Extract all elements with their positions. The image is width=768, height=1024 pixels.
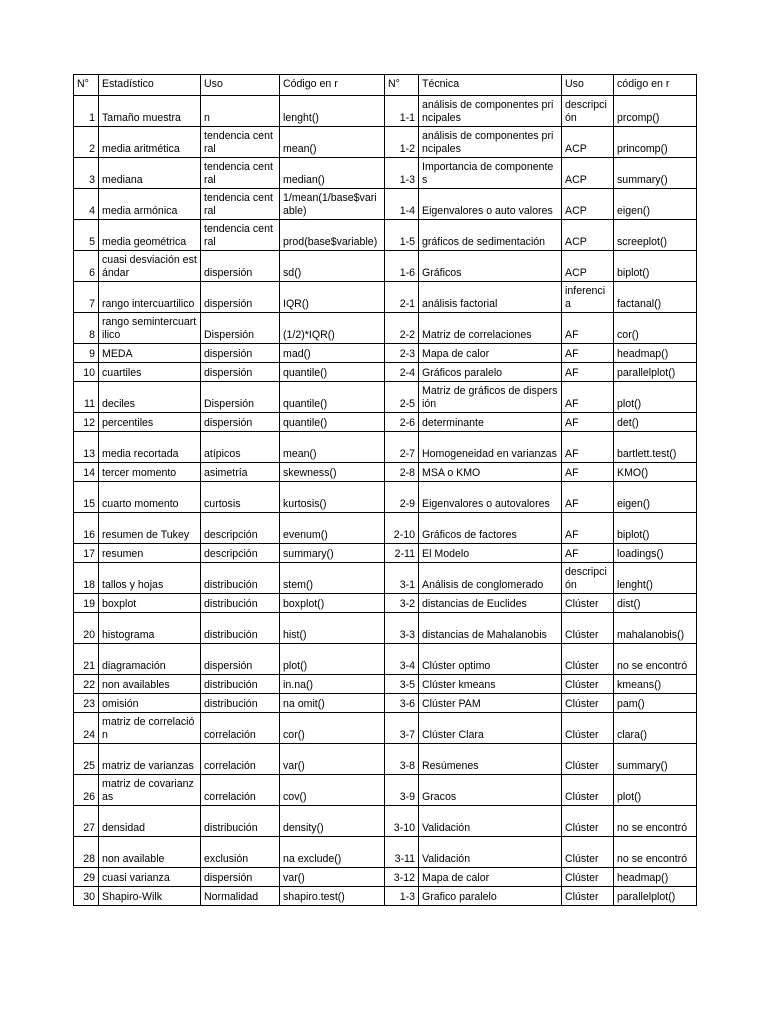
- table-cell: 18: [74, 563, 99, 594]
- table-row: [74, 96, 697, 127]
- table-cell: 10: [74, 363, 99, 382]
- table-row: [74, 868, 697, 887]
- table-row: [74, 775, 697, 806]
- table-cell: headmap(): [614, 344, 697, 363]
- table-row: [74, 482, 697, 513]
- table-cell: clara(): [614, 713, 697, 744]
- table-cell: hist(): [280, 613, 385, 644]
- table-cell: ACP: [562, 158, 614, 189]
- header-cell: Estadístico: [99, 75, 201, 96]
- table-cell: cor(): [280, 713, 385, 744]
- table-cell: skewness(): [280, 463, 385, 482]
- table-cell: Gráficos de factores: [419, 513, 562, 544]
- table-cell: Shapiro-Wilk: [99, 887, 201, 906]
- table-row: [74, 544, 697, 563]
- table-cell: 15: [74, 482, 99, 513]
- table-cell: density(): [280, 806, 385, 837]
- table-cell: 30: [74, 887, 99, 906]
- table-cell: cov(): [280, 775, 385, 806]
- table-cell: análisis de componentes principales: [419, 127, 562, 158]
- table-cell: AF: [562, 432, 614, 463]
- table-cell: distancias de Mahalanobis: [419, 613, 562, 644]
- table-cell: tendencia central: [201, 158, 280, 189]
- table-cell: descripción: [562, 96, 614, 127]
- table-cell: ACP: [562, 251, 614, 282]
- table-cell: dispersión: [201, 344, 280, 363]
- table-cell: tallos y hojas: [99, 563, 201, 594]
- table-cell: 3-8: [385, 744, 419, 775]
- table-row: [74, 675, 697, 694]
- table-cell: 3-7: [385, 713, 419, 744]
- table-cell: El Modelo: [419, 544, 562, 563]
- table-cell: matriz de covarianzas: [99, 775, 201, 806]
- table-cell: descripción: [201, 513, 280, 544]
- table-cell: Clúster: [562, 675, 614, 694]
- table-cell: 3-10: [385, 806, 419, 837]
- table-row: [74, 344, 697, 363]
- table-cell: descripción: [562, 563, 614, 594]
- table-cell: 1-3: [385, 887, 419, 906]
- table-cell: dispersión: [201, 413, 280, 432]
- table-cell: eigen(): [614, 189, 697, 220]
- table-cell: quantile(): [280, 363, 385, 382]
- table-cell: 3: [74, 158, 99, 189]
- table-cell: bartlett.test(): [614, 432, 697, 463]
- table-cell: exclusión: [201, 837, 280, 868]
- table-cell: distribución: [201, 694, 280, 713]
- table-cell: atípicos: [201, 432, 280, 463]
- table-row: [74, 158, 697, 189]
- table-cell: Clúster: [562, 594, 614, 613]
- table-cell: matriz de correlación: [99, 713, 201, 744]
- table-cell: lenght(): [614, 563, 697, 594]
- table-row: [74, 463, 697, 482]
- table-cell: Grafico paralelo: [419, 887, 562, 906]
- table-cell: mahalanobis(): [614, 613, 697, 644]
- table-cell: Clúster Clara: [419, 713, 562, 744]
- table-cell: 7: [74, 282, 99, 313]
- table-cell: Clúster: [562, 694, 614, 713]
- table-cell: 28: [74, 837, 99, 868]
- table-cell: rango intercuartilico: [99, 282, 201, 313]
- table-cell: 2-9: [385, 482, 419, 513]
- table-cell: AF: [562, 363, 614, 382]
- table-cell: 2: [74, 127, 99, 158]
- table-cell: 3-1: [385, 563, 419, 594]
- table-row: [74, 887, 697, 906]
- table-cell: 5: [74, 220, 99, 251]
- table-cell: 4: [74, 189, 99, 220]
- statistics-table: [73, 74, 697, 906]
- table-cell: Clúster: [562, 806, 614, 837]
- table-cell: 3-6: [385, 694, 419, 713]
- table-cell: 12: [74, 413, 99, 432]
- table-cell: na exclude(): [280, 837, 385, 868]
- table-cell: omisión: [99, 694, 201, 713]
- table-cell: determinante: [419, 413, 562, 432]
- table-cell: Resúmenes: [419, 744, 562, 775]
- table-cell: 3-4: [385, 644, 419, 675]
- table-cell: 6: [74, 251, 99, 282]
- table-cell: summary(): [614, 744, 697, 775]
- table-cell: distribución: [201, 675, 280, 694]
- table-cell: 1/mean(1/base$variable): [280, 189, 385, 220]
- table-cell: Validación: [419, 806, 562, 837]
- table-cell: 3-9: [385, 775, 419, 806]
- table-cell: 1-6: [385, 251, 419, 282]
- table-cell: gráficos de sedimentación: [419, 220, 562, 251]
- table-cell: ACP: [562, 127, 614, 158]
- table-cell: stem(): [280, 563, 385, 594]
- table-cell: var(): [280, 868, 385, 887]
- table-row: [74, 432, 697, 463]
- table-cell: mean(): [280, 432, 385, 463]
- table-cell: diagramación: [99, 644, 201, 675]
- table-cell: MEDA: [99, 344, 201, 363]
- table-cell: densidad: [99, 806, 201, 837]
- table-cell: 1-2: [385, 127, 419, 158]
- table-cell: Clúster: [562, 744, 614, 775]
- table-cell: quantile(): [280, 382, 385, 413]
- table-cell: no se encontró: [614, 837, 697, 868]
- header-cell: Código en r: [280, 75, 385, 96]
- table-cell: cor(): [614, 313, 697, 344]
- table-cell: AF: [562, 463, 614, 482]
- table-cell: dispersión: [201, 282, 280, 313]
- table-cell: AF: [562, 413, 614, 432]
- table-cell: var(): [280, 744, 385, 775]
- table-cell: Matriz de correlaciones: [419, 313, 562, 344]
- table-cell: pam(): [614, 694, 697, 713]
- table-cell: cuasi varianza: [99, 868, 201, 887]
- table-cell: kmeans(): [614, 675, 697, 694]
- header-cell: Uso: [562, 75, 614, 96]
- table-cell: Gráficos paralelo: [419, 363, 562, 382]
- table-cell: Importancia de componentes: [419, 158, 562, 189]
- table-cell: media aritmética: [99, 127, 201, 158]
- table-cell: AF: [562, 482, 614, 513]
- table-cell: biplot(): [614, 513, 697, 544]
- table-cell: Homogeneidad en varianzas: [419, 432, 562, 463]
- table-cell: no se encontró: [614, 806, 697, 837]
- table-cell: parallelplot(): [614, 887, 697, 906]
- table-cell: evenum(): [280, 513, 385, 544]
- table-cell: rango semintercuartilico: [99, 313, 201, 344]
- table-cell: 19: [74, 594, 99, 613]
- table-cell: Dispersión: [201, 382, 280, 413]
- table-cell: Clúster: [562, 613, 614, 644]
- table-cell: boxplot: [99, 594, 201, 613]
- table-cell: 2-7: [385, 432, 419, 463]
- table-cell: 2-1: [385, 282, 419, 313]
- table-cell: media recortada: [99, 432, 201, 463]
- table-cell: 16: [74, 513, 99, 544]
- table-cell: sd(): [280, 251, 385, 282]
- table-cell: deciles: [99, 382, 201, 413]
- table-cell: prod(base$variable): [280, 220, 385, 251]
- table-row: [74, 613, 697, 644]
- table-cell: distribución: [201, 594, 280, 613]
- table-cell: 2-4: [385, 363, 419, 382]
- table-cell: dist(): [614, 594, 697, 613]
- table-cell: cuarto momento: [99, 482, 201, 513]
- table-cell: 23: [74, 694, 99, 713]
- table-cell: Validación: [419, 837, 562, 868]
- table-cell: 20: [74, 613, 99, 644]
- table-row: [74, 282, 697, 313]
- table-cell: cuartiles: [99, 363, 201, 382]
- table-cell: media geométrica: [99, 220, 201, 251]
- table-cell: 22: [74, 675, 99, 694]
- table-cell: Eigenvalores o autovalores: [419, 482, 562, 513]
- table-cell: Matriz de gráficos de dispersión: [419, 382, 562, 413]
- table-cell: dispersión: [201, 868, 280, 887]
- table-cell: Clúster: [562, 775, 614, 806]
- table-cell: correlación: [201, 713, 280, 744]
- table-row: [74, 644, 697, 675]
- table-cell: 2-2: [385, 313, 419, 344]
- table-cell: quantile(): [280, 413, 385, 432]
- table-cell: 14: [74, 463, 99, 482]
- table-cell: inferencia: [562, 282, 614, 313]
- table-cell: Clúster: [562, 868, 614, 887]
- table-cell: Análisis de conglomerado: [419, 563, 562, 594]
- table-cell: 2-6: [385, 413, 419, 432]
- table-cell: 17: [74, 544, 99, 563]
- table-row: [74, 563, 697, 594]
- table-cell: asimetría: [201, 463, 280, 482]
- table-cell: AF: [562, 313, 614, 344]
- table-row: [74, 594, 697, 613]
- table-row: [74, 189, 697, 220]
- table-cell: plot(): [280, 644, 385, 675]
- table-row: [74, 837, 697, 868]
- table-row: [74, 382, 697, 413]
- header-cell: Uso: [201, 75, 280, 96]
- table-cell: Clúster kmeans: [419, 675, 562, 694]
- table-cell: mad(): [280, 344, 385, 363]
- table-body: [74, 96, 697, 906]
- table-cell: Dispersión: [201, 313, 280, 344]
- table-row: [74, 413, 697, 432]
- table-cell: percentiles: [99, 413, 201, 432]
- table-cell: 1-4: [385, 189, 419, 220]
- table-cell: na omit(): [280, 694, 385, 713]
- table-cell: headmap(): [614, 868, 697, 887]
- table-cell: factanal(): [614, 282, 697, 313]
- table-cell: 1: [74, 96, 99, 127]
- table-cell: boxplot(): [280, 594, 385, 613]
- table-cell: histograma: [99, 613, 201, 644]
- table-cell: plot(): [614, 775, 697, 806]
- table-cell: shapiro.test(): [280, 887, 385, 906]
- table-cell: 2-11: [385, 544, 419, 563]
- header-cell: N°: [74, 75, 99, 96]
- table-cell: 9: [74, 344, 99, 363]
- table-cell: 1-3: [385, 158, 419, 189]
- table-cell: n: [201, 96, 280, 127]
- table-cell: Clúster PAM: [419, 694, 562, 713]
- table-cell: correlación: [201, 744, 280, 775]
- table-cell: 8: [74, 313, 99, 344]
- table-cell: Mapa de calor: [419, 868, 562, 887]
- table-cell: non availables: [99, 675, 201, 694]
- table-cell: 2-3: [385, 344, 419, 363]
- table-cell: prcomp(): [614, 96, 697, 127]
- table-cell: resumen de Tukey: [99, 513, 201, 544]
- table-cell: 3-5: [385, 675, 419, 694]
- table-cell: 2-5: [385, 382, 419, 413]
- table-row: [74, 513, 697, 544]
- table-cell: KMO(): [614, 463, 697, 482]
- table-cell: tendencia central: [201, 189, 280, 220]
- table-cell: 3-11: [385, 837, 419, 868]
- table-cell: AF: [562, 513, 614, 544]
- table-cell: tercer momento: [99, 463, 201, 482]
- table-cell: resumen: [99, 544, 201, 563]
- table-cell: tendencia central: [201, 220, 280, 251]
- table-cell: biplot(): [614, 251, 697, 282]
- table-cell: tendencia central: [201, 127, 280, 158]
- table-cell: Gracos: [419, 775, 562, 806]
- table-cell: Mapa de calor: [419, 344, 562, 363]
- table-cell: Clúster optimo: [419, 644, 562, 675]
- header-cell: código en r: [614, 75, 697, 96]
- table-cell: distancias de Euclides: [419, 594, 562, 613]
- table-row: [74, 744, 697, 775]
- table-cell: distribución: [201, 806, 280, 837]
- table-cell: 1-5: [385, 220, 419, 251]
- table-cell: lenght(): [280, 96, 385, 127]
- table-cell: 24: [74, 713, 99, 744]
- table-cell: 3-12: [385, 868, 419, 887]
- table-row: [74, 220, 697, 251]
- table-cell: eigen(): [614, 482, 697, 513]
- table-cell: 3-2: [385, 594, 419, 613]
- table-cell: matriz de varianzas: [99, 744, 201, 775]
- table-row: [74, 313, 697, 344]
- table-cell: 13: [74, 432, 99, 463]
- table-cell: Clúster: [562, 887, 614, 906]
- table-cell: 25: [74, 744, 99, 775]
- table-cell: Tamaño muestra: [99, 96, 201, 127]
- table-cell: 29: [74, 868, 99, 887]
- table-cell: media armónica: [99, 189, 201, 220]
- table-cell: curtosis: [201, 482, 280, 513]
- table-cell: AF: [562, 344, 614, 363]
- header-cell: Técnica: [419, 75, 562, 96]
- table-cell: correlación: [201, 775, 280, 806]
- table-cell: dispersión: [201, 363, 280, 382]
- header-row: [74, 75, 697, 96]
- table-cell: kurtosis(): [280, 482, 385, 513]
- header-cell: N°: [385, 75, 419, 96]
- table-cell: análisis de componentes principales: [419, 96, 562, 127]
- table-cell: dispersión: [201, 644, 280, 675]
- table-cell: summary(): [614, 158, 697, 189]
- table-cell: (1/2)*IQR(): [280, 313, 385, 344]
- table-row: [74, 127, 697, 158]
- table-cell: descripción: [201, 544, 280, 563]
- table-row: [74, 251, 697, 282]
- table-cell: MSA o KMO: [419, 463, 562, 482]
- table-row: [74, 694, 697, 713]
- table-cell: screeplot(): [614, 220, 697, 251]
- table-cell: 27: [74, 806, 99, 837]
- table-cell: 3-3: [385, 613, 419, 644]
- table-cell: IQR(): [280, 282, 385, 313]
- table-cell: mean(): [280, 127, 385, 158]
- table-cell: 26: [74, 775, 99, 806]
- table-cell: distribución: [201, 563, 280, 594]
- table-cell: ACP: [562, 220, 614, 251]
- table-cell: Clúster: [562, 644, 614, 675]
- table-cell: 1-1: [385, 96, 419, 127]
- table-cell: parallelplot(): [614, 363, 697, 382]
- table-cell: 21: [74, 644, 99, 675]
- table-cell: summary(): [280, 544, 385, 563]
- table-row: [74, 806, 697, 837]
- table-cell: plot(): [614, 382, 697, 413]
- table-cell: análisis factorial: [419, 282, 562, 313]
- table-cell: ACP: [562, 189, 614, 220]
- table-cell: 2-8: [385, 463, 419, 482]
- table-cell: det(): [614, 413, 697, 432]
- table-cell: AF: [562, 544, 614, 563]
- table-cell: Normalidad: [201, 887, 280, 906]
- table-cell: loadings(): [614, 544, 697, 563]
- table-cell: cuasi desviación estándar: [99, 251, 201, 282]
- table-cell: in.na(): [280, 675, 385, 694]
- table-cell: mediana: [99, 158, 201, 189]
- table-row: [74, 713, 697, 744]
- table-cell: median(): [280, 158, 385, 189]
- table-cell: Clúster: [562, 713, 614, 744]
- table-cell: 11: [74, 382, 99, 413]
- table-cell: Clúster: [562, 837, 614, 868]
- table-cell: princomp(): [614, 127, 697, 158]
- table-cell: distribución: [201, 613, 280, 644]
- table-cell: no se encontró: [614, 644, 697, 675]
- table-row: [74, 363, 697, 382]
- table-cell: AF: [562, 382, 614, 413]
- table-cell: Gráficos: [419, 251, 562, 282]
- table-cell: non available: [99, 837, 201, 868]
- table-cell: 2-10: [385, 513, 419, 544]
- table-cell: Eigenvalores o auto valores: [419, 189, 562, 220]
- table-cell: dispersión: [201, 251, 280, 282]
